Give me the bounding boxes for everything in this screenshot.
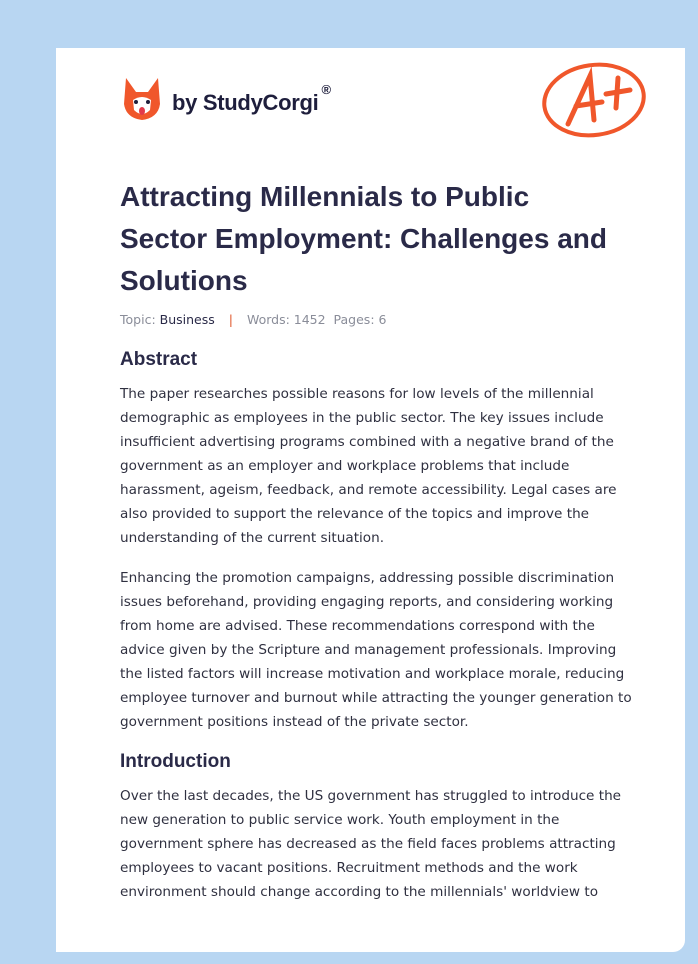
page-count: Pages: 6 — [333, 312, 387, 327]
meta-info — [120, 312, 386, 327]
document-body — [120, 348, 640, 920]
paragraph: Over the last decades, the US government has struggled to introduce the new generation to public service work. Youth employment in the government sphere has decreased as the field faces problems attracting employees to vacant positions. Recruitment methods and the work environment should change according to the millennials' worldview to — [120, 788, 622, 900]
section-heading-abstract: Abstract — [120, 349, 198, 370]
section-heading-introduction: Introduction — [120, 751, 231, 772]
word-count: Words: 1452 — [246, 312, 326, 327]
paragraph: Enhancing the promotion campaigns, addressing possible discrimination issues beforehand, providing engaging reports, and considering working from home are advised. These recommendations correspond with the advice given by the Scripture and management professionals. Improving the listed factors will increase motivation and workplace morale, reducing employee turnover and burnout while attracting the younger generation to government positions instead of the private sector. — [120, 570, 632, 730]
document-card — [56, 48, 685, 952]
separator: | — [228, 312, 233, 327]
brand-name — [172, 82, 331, 116]
corgi-icon — [122, 76, 162, 122]
a-plus-grade-icon — [538, 58, 650, 140]
studycorgi-logo[interactable] — [122, 76, 331, 122]
registered-mark: ® — [321, 82, 331, 97]
page-title: Attracting Millennials to Public Sector Employment: Challenges and Solutions — [120, 181, 607, 296]
topic-link[interactable]: Business — [159, 312, 215, 327]
paragraph: The paper researches possible reasons for low levels of the millennial demographic as employees in the public sector. The key issues include insufficient advertising programs combined with a negative brand of the government as an employer and workplace problems that include harassment, ageism, feedback, and remote accessibility. Legal cases are also provided to support the relevance of the topics and improve the understanding of the current situation. — [120, 386, 617, 546]
brand-text: by StudyCorgi — [172, 90, 319, 115]
topic-label: Topic: — [120, 312, 156, 327]
